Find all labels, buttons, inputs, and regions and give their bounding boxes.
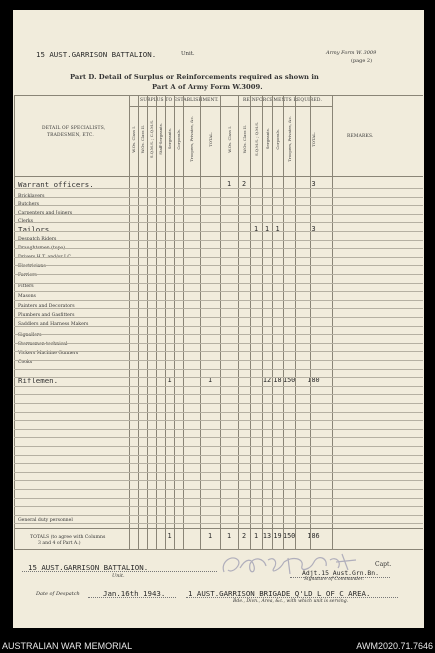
table-cell-value: 2 bbox=[241, 180, 247, 188]
reinforcement-column-header bbox=[220, 106, 238, 172]
row-label: Bricklayers bbox=[18, 194, 45, 199]
footer-unit-name: 15 AUST.GARRISON BATTALION. bbox=[28, 563, 149, 572]
surplus-header: SURPLUS TO ESTABLISHMENT. bbox=[140, 98, 219, 103]
row-label: Draughtsmen (topo) bbox=[18, 246, 66, 251]
row-label: General duty personnel bbox=[18, 518, 73, 523]
ruled-line bbox=[14, 291, 423, 292]
column-rule bbox=[310, 95, 311, 550]
ruled-line bbox=[14, 197, 423, 198]
row-label: Butchers bbox=[18, 202, 39, 207]
ruled-line bbox=[14, 308, 423, 309]
surplus-column-header-label: Staff-Sergeants. bbox=[158, 123, 163, 155]
row-label: Saddlers and Harness Makers bbox=[18, 322, 89, 327]
ruled-line bbox=[14, 265, 423, 266]
reinforcement-column-header bbox=[238, 106, 250, 172]
reinforcement-column-header-label: Sergeants. bbox=[264, 128, 270, 150]
table-cell-value: 150 bbox=[283, 376, 296, 384]
reinforcement-column-header-label: S.Q.M.S. ; Q.M.S. bbox=[253, 122, 259, 156]
ruled-line bbox=[14, 489, 423, 490]
column-rule bbox=[183, 95, 184, 550]
ruled-line bbox=[14, 394, 423, 395]
column-rule bbox=[238, 95, 239, 550]
unit-underline bbox=[22, 571, 217, 572]
ruled-line bbox=[14, 188, 423, 189]
column-rule bbox=[295, 95, 296, 550]
ruled-line bbox=[14, 506, 423, 507]
reinforcements-header: REINFORCEMENTS REQUIRED. bbox=[243, 98, 323, 103]
table-cell-value: 2 bbox=[241, 532, 247, 540]
ruled-line bbox=[14, 498, 423, 499]
row-label: Riflemen. bbox=[18, 376, 59, 385]
table-cell-value: 180 bbox=[307, 376, 320, 384]
form-title-line-1: Part D. Detail of Surplus or Reinforcements required as shown in bbox=[70, 73, 319, 81]
surplus-column-header bbox=[138, 106, 147, 172]
reinforcement-column-header bbox=[272, 106, 283, 172]
table-cell-value: 1 bbox=[167, 532, 172, 540]
ruled-line bbox=[14, 351, 423, 352]
column-rule bbox=[129, 95, 130, 550]
reinforcement-column-header-label: W.Os. Class II. bbox=[241, 124, 247, 154]
table-cell-value: 186 bbox=[307, 532, 320, 540]
column-rule bbox=[147, 95, 148, 550]
form-title-line-2: Part A of Army Form W.3009. bbox=[152, 83, 263, 91]
table-cell-value: 1 bbox=[167, 376, 172, 384]
ruled-line bbox=[14, 360, 423, 361]
ruled-line bbox=[14, 300, 423, 301]
reinforcement-column-header bbox=[250, 106, 262, 172]
ruled-line bbox=[14, 429, 423, 430]
ruled-line bbox=[14, 377, 423, 378]
ruled-line bbox=[14, 317, 423, 318]
archive-name: AUSTRALIAN WAR MEMORIAL bbox=[2, 641, 133, 651]
despatch-date: Jan.16th 1943. bbox=[103, 589, 166, 598]
table-cell-value: 1 bbox=[207, 532, 213, 540]
surplus-column-header bbox=[200, 106, 220, 172]
signature-label: Signature of Commander. bbox=[304, 577, 364, 582]
reinforcement-column-header-label: Troopers, Privates, &c. bbox=[286, 116, 292, 162]
surplus-column-header-label: Sergeants. bbox=[167, 128, 172, 150]
ruled-line bbox=[14, 222, 423, 223]
row-label: Electricians bbox=[18, 264, 46, 269]
table-cell-value: 1 bbox=[226, 532, 232, 540]
table-cell-value: 18 bbox=[273, 376, 282, 384]
row-label: Plumbers and Gasfitters bbox=[18, 313, 75, 318]
form-reference: Army Form W. 3009 bbox=[326, 50, 377, 56]
row-label: Masons bbox=[18, 294, 36, 299]
row-label: Painters and Decorators bbox=[18, 304, 75, 309]
page-reference: (page 2) bbox=[351, 58, 373, 64]
surplus-column-header-label: TOTAL. bbox=[207, 131, 213, 147]
row-label: Fitters bbox=[18, 284, 34, 289]
surplus-column-header bbox=[165, 106, 174, 172]
column-rule bbox=[332, 95, 333, 550]
row-label: Warrant officers. bbox=[18, 180, 94, 189]
row-label: Farriers bbox=[18, 273, 37, 278]
brigade-label: Bde., Divn., Area, &c., with which unit is serving. bbox=[233, 599, 349, 604]
column-rule bbox=[200, 95, 201, 550]
table-cell-value: 13 bbox=[262, 532, 272, 540]
brigade-name: 1 AUST.GARRISON BRIGADE Q'LD L OF C AREA. bbox=[188, 589, 371, 598]
ruled-line bbox=[14, 472, 423, 473]
table-cell-value: 1 bbox=[207, 376, 213, 384]
surplus-column-header bbox=[183, 106, 200, 172]
despatch-label: Date of Despatch bbox=[36, 591, 80, 597]
adjutant-title: Adjt.15 Aust.Grn.Bn. bbox=[302, 569, 379, 577]
table-cell-value: 3 bbox=[311, 225, 316, 233]
detail-header-line-1: DETAIL OF SPECIALISTS, bbox=[42, 126, 106, 131]
row-label: Signallers bbox=[18, 333, 42, 338]
table-cell-value: 3 bbox=[311, 180, 316, 188]
table-left-rule bbox=[14, 95, 15, 550]
ruled-line bbox=[14, 412, 423, 413]
table-cell-value: 1 bbox=[275, 225, 280, 233]
table-cell-value: 19 bbox=[273, 532, 282, 540]
row-label: Clerks bbox=[18, 219, 34, 224]
reinforcement-column-header-label: TOTAL. bbox=[311, 131, 316, 147]
surplus-column-header-label: S.Q.M.S. ; C.Q.M.S. bbox=[149, 119, 154, 159]
surplus-column-header-label: W.Os. Class I. bbox=[131, 125, 136, 153]
reinforcement-column-header bbox=[283, 106, 295, 172]
reinforcement-column-header bbox=[295, 106, 332, 172]
column-rule bbox=[174, 95, 175, 550]
row-label: Drivers H.T. and/or I.C. bbox=[18, 255, 73, 260]
ruled-line bbox=[14, 403, 423, 404]
row-label: Carpenters and Joiners bbox=[18, 211, 73, 216]
row-label: TOTALS (to agree with Columns bbox=[30, 535, 106, 540]
ruled-line bbox=[14, 437, 423, 438]
ruled-line bbox=[14, 214, 423, 215]
ruled-line bbox=[14, 523, 423, 524]
column-rule bbox=[138, 95, 139, 550]
surplus-column-header-label: W.Os. Class II. bbox=[140, 124, 145, 154]
surplus-column-header bbox=[129, 106, 138, 172]
row-label-continued: 3 and 4 of Part A.) bbox=[38, 541, 81, 546]
ruled-line bbox=[14, 515, 423, 516]
ruled-line bbox=[14, 248, 423, 249]
ruled-line bbox=[14, 455, 423, 456]
remarks-header: REMARKS. bbox=[347, 134, 374, 139]
column-rule bbox=[283, 95, 284, 550]
reinforcement-column-header-label: W.Os. Class I. bbox=[226, 125, 232, 153]
table-cell-value: 1 bbox=[226, 180, 232, 188]
table-bottom-rule bbox=[14, 549, 423, 550]
column-rule bbox=[250, 95, 251, 550]
ruled-line bbox=[14, 420, 423, 421]
ruled-line bbox=[14, 283, 423, 284]
table-cell-value: 1 bbox=[253, 532, 259, 540]
ruled-line bbox=[14, 386, 423, 387]
ruled-line bbox=[14, 240, 423, 241]
table-cell-value: 12 bbox=[262, 376, 272, 384]
unit-label: Unit. bbox=[181, 51, 195, 57]
surplus-column-header bbox=[174, 106, 183, 172]
row-label: Vickers Machine Gunners bbox=[18, 351, 79, 356]
ruled-line bbox=[14, 369, 423, 370]
row-label: Tailors. bbox=[18, 225, 54, 234]
ruled-line bbox=[14, 463, 423, 464]
table-cell-value: 1 bbox=[253, 225, 259, 233]
surplus-column-header bbox=[147, 106, 156, 172]
captain-label: Capt. bbox=[375, 561, 392, 568]
reinforcement-column-header-label: Corporals. bbox=[275, 128, 280, 150]
surplus-column-header bbox=[156, 106, 165, 172]
despatch-underline bbox=[88, 597, 176, 598]
ruled-line bbox=[14, 231, 423, 232]
surplus-column-header-label: Troopers, Privates, &c. bbox=[189, 116, 194, 162]
ruled-line bbox=[14, 334, 423, 335]
row-label: Despatch Riders bbox=[18, 237, 57, 242]
column-rule bbox=[220, 95, 221, 550]
table-top-rule bbox=[14, 95, 423, 96]
ruled-line bbox=[14, 274, 423, 275]
column-rule bbox=[262, 95, 263, 550]
totals-top-rule bbox=[14, 528, 423, 529]
footer-unit-label: Unit. bbox=[112, 573, 125, 579]
ruled-line bbox=[14, 480, 423, 481]
detail-header-line-2: TRADESMEN, ETC. bbox=[47, 133, 94, 138]
surplus-column-header-label: Corporals. bbox=[176, 128, 181, 150]
column-rule bbox=[165, 95, 166, 550]
column-rule bbox=[156, 95, 157, 550]
row-label: Stormsmen technical bbox=[18, 342, 68, 347]
ruled-line bbox=[14, 446, 423, 447]
table-cell-value: 1 bbox=[264, 225, 270, 233]
reinforcement-column-header bbox=[262, 106, 272, 172]
ruled-line bbox=[14, 257, 423, 258]
group-header-rule bbox=[129, 106, 332, 107]
column-rule bbox=[272, 95, 273, 550]
archive-accession-number: AWM2020.71.7646 bbox=[356, 641, 433, 651]
brigade-underline bbox=[186, 597, 398, 598]
unit-name: 15 AUST.GARRISON BATTALION. bbox=[36, 50, 157, 59]
ruled-line bbox=[14, 326, 423, 327]
ruled-line bbox=[14, 205, 423, 206]
row-label: Cooks bbox=[18, 360, 33, 365]
table-cell-value: 150 bbox=[283, 532, 296, 540]
ruled-line bbox=[14, 343, 423, 344]
header-bottom-rule bbox=[14, 176, 423, 177]
